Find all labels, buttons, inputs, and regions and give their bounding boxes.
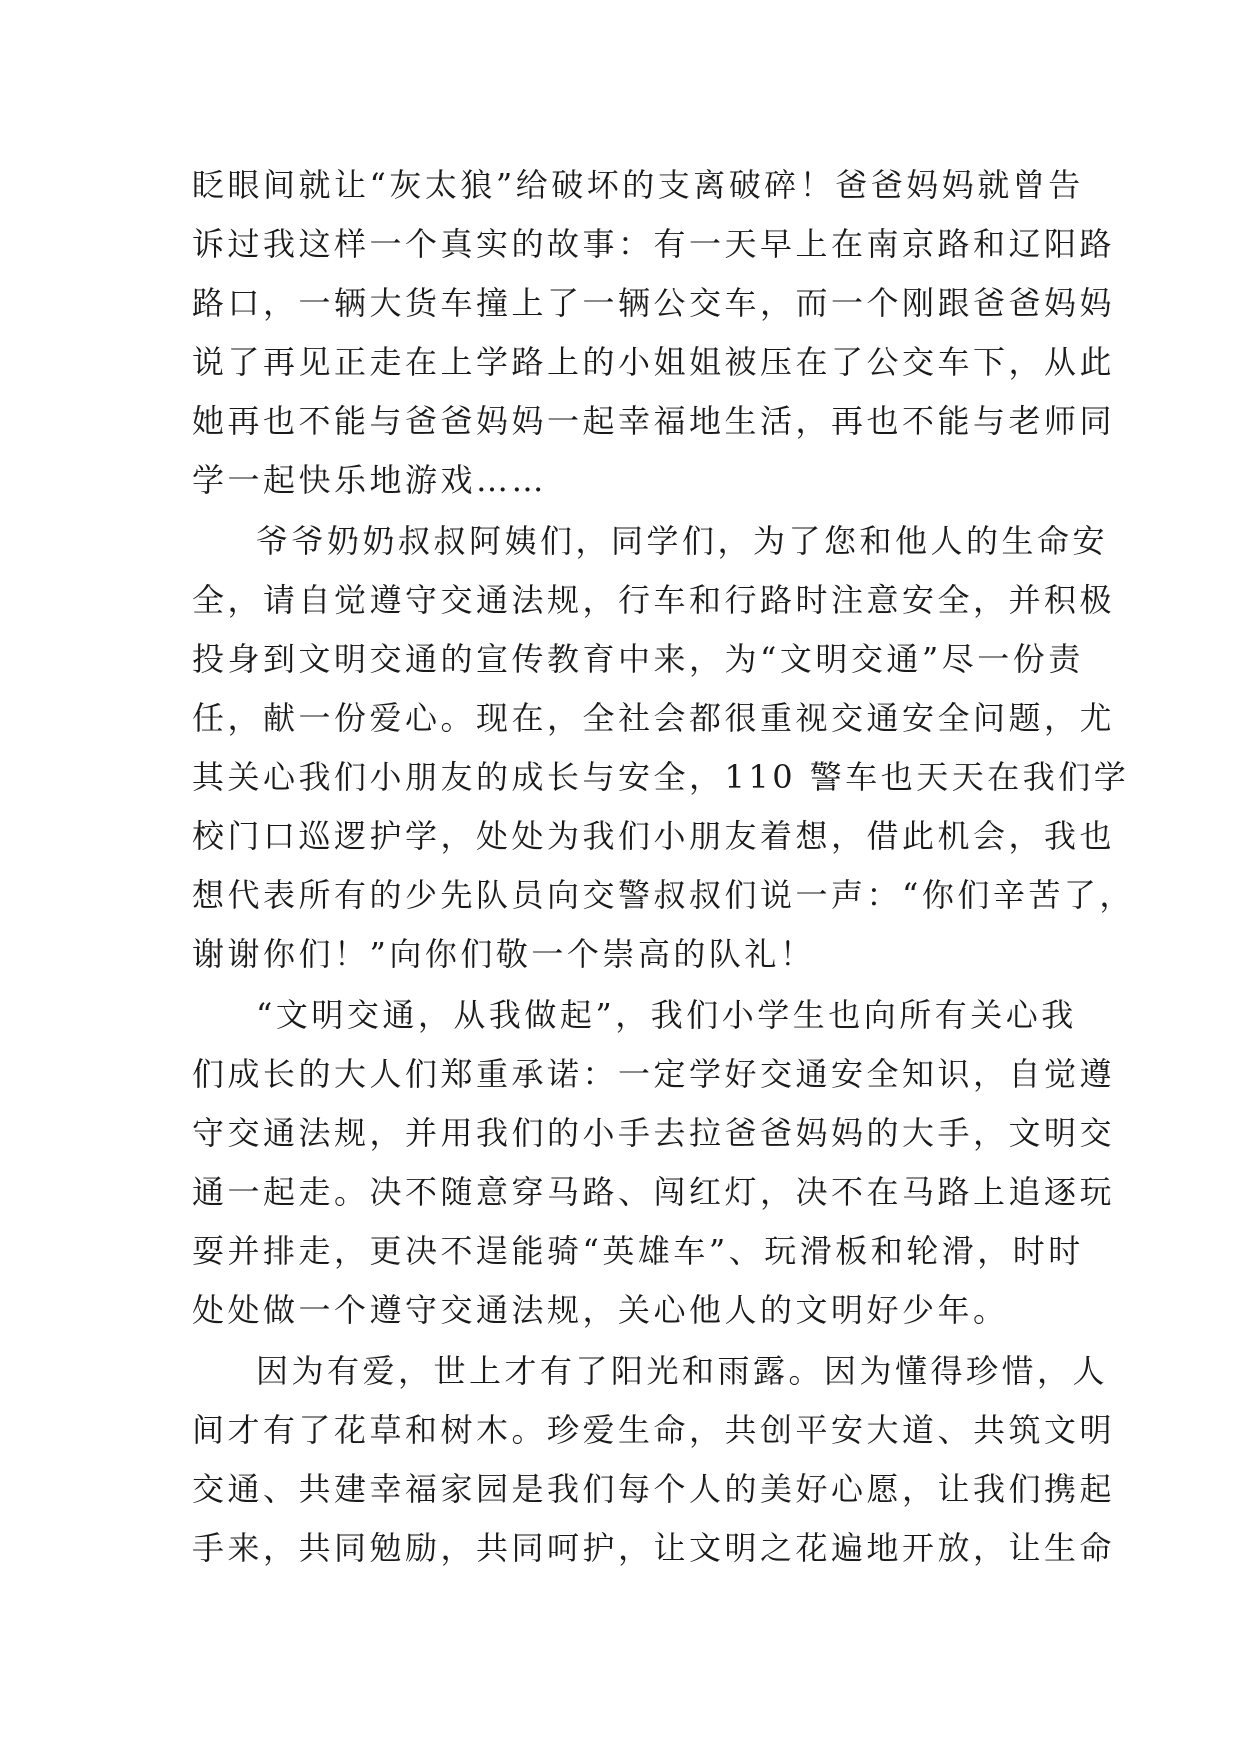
- text-line: 眨眼间就让“灰太狼”给破坏的支离破碎！爸爸妈妈就曾告: [192, 166, 1084, 204]
- text-line: 因为有爱，世上才有了阳光和雨露。因为懂得珍惜，人: [256, 1352, 1109, 1390]
- text-line: 校门口巡逻护学，处处为我们小朋友着想，借此机会，我也: [192, 817, 1116, 855]
- text-line: 全，请自觉遵守交通法规，行车和行路时注意安全，并积极: [192, 581, 1116, 619]
- text-line: 们成长的大人们郑重承诺：一定学好交通安全知识，自觉遵: [192, 1055, 1116, 1093]
- paragraph-1: [192, 156, 1116, 510]
- paragraph-3: [192, 986, 1116, 1340]
- text-line: 耍并排走，更决不逞能骑“英雄车”、玩滑板和轮滑，时时: [192, 1232, 1084, 1270]
- text-line: 投身到文明交通的宣传教育中来，为“文明交通”尽一份责: [192, 640, 1084, 678]
- text-line: 守交通法规，并用我们的小手去拉爸爸妈妈的大手，文明交: [192, 1114, 1116, 1152]
- text-line: 诉过我这样一个真实的故事：有一天早上在南京路和辽阳路: [192, 225, 1116, 263]
- text-line: 处处做一个遵守交通法规，关心他人的文明好少年。: [192, 1291, 1009, 1329]
- paragraph-4: [192, 1342, 1116, 1578]
- text-line: 她再也不能与爸爸妈妈一起幸福地生活，再也不能与老师同: [192, 402, 1116, 440]
- text-line: 想代表所有的少先队员向交警叔叔们说一声：“你们辛苦了，: [192, 876, 1135, 914]
- text-line: 爷爷奶奶叔叔阿姨们，同学们，为了您和他人的生命安: [256, 522, 1109, 560]
- text-line: 通一起走。决不随意穿马路、闯红灯，决不在马路上追逐玩: [192, 1173, 1116, 1211]
- text-line: 说了再见正走在上学路上的小姐姐被压在了公交车下，从此: [192, 343, 1116, 381]
- text-line: 其关心我们小朋友的成长与安全，110 警车也天天在我们学: [192, 758, 1130, 796]
- document-body: [192, 156, 1135, 1578]
- text-line: 交通、共建幸福家园是我们每个人的美好心愿，让我们携起: [192, 1470, 1116, 1508]
- text-line: 学一起快乐地游戏……: [192, 461, 548, 499]
- text-line: 路口，一辆大货车撞上了一辆公交车，而一个刚跟爸爸妈妈: [192, 284, 1116, 322]
- text-line: 间才有了花草和树木。珍爱生命，共创平安大道、共筑文明: [192, 1411, 1116, 1449]
- text-line: 谢谢你们！”向你们敬一个崇高的队礼！: [192, 935, 816, 973]
- text-line: “文明交通，从我做起”，我们小学生也向所有关心我: [256, 996, 1077, 1034]
- text-line: 手来，共同勉励，共同呵护，让文明之花遍地开放，让生命: [192, 1529, 1116, 1567]
- text-line: 任，献一份爱心。现在，全社会都很重视交通安全问题，尤: [192, 699, 1116, 737]
- paragraph-2: [192, 512, 1135, 984]
